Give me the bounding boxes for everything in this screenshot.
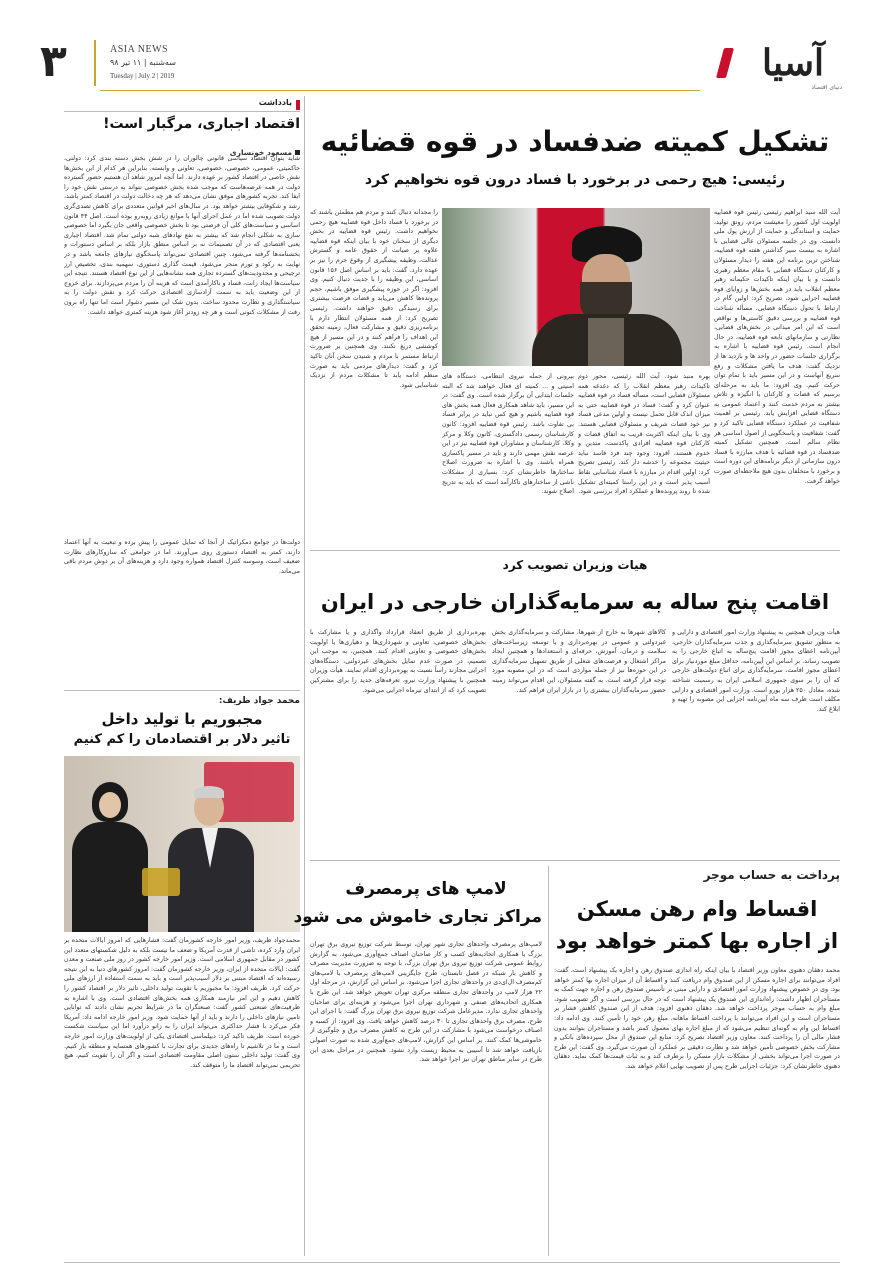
divider — [310, 860, 840, 861]
logo-subtitle: دنیای اقتصاد — [811, 84, 842, 91]
lamps-story — [293, 866, 542, 1256]
lead-col-4: را مجدانه دنبال کنند و مردم هم مطمئن باشند که در برخورد با فساد داخل قوه قضاییه هیچ رحمی نخواهیم داشت. رئیس قوه قضاییه در بخش دیگری از سخنان خود با بیان اینکه قوه قضاییه علاوه بر صیانت از حقوق عامه و گسترش عدالت، وظیفه پیشگیری از وقوع جرم را نیز بر عهده دارد، گفت: باید بر اساس اصل ۱۵۶ قانون اساسی، این وظیفه را با جدیت دنبال کنیم. وی افزود: اگر در حوزه پیشگیری موفق باشیم، حجم پرونده‌ها کاهش می‌یابد و قضات فرصت بیشتری برای رسیدگی دقیق خواهند داشت. رئیسی تصریح کرد: از همه مسئولان انتظار دارم با برنامه‌ریزی دقیق و مشارکت فعال، زمینه تحقق این اهداف را فراهم کنند و در این مسیر از هیچ کوششی دریغ نکنند. وی همچنین بر ضرورت ارتباط مستمر با مردم و شنیدن سخن آنان تاکید کرد و گفت: دیدارهای مردمی باید به صورت منظم ادامه یابد تا مشکلات مردم از نزدیک شناسایی شود. — [310, 209, 438, 389]
section-label — [64, 98, 300, 112]
logo — [712, 40, 842, 92]
opinion-section — [64, 96, 300, 686]
residency-headline: اقامت پنج ساله به سرمایه‌گذاران خارجی در ایران — [320, 590, 830, 614]
lead-col-2: بهره منبد شود. آیت الله رئیسی، محور دوم تاکیدات رهبر معظم انقلاب را که دغدغه همه مسئولان قضایی است، مسأله فساد در قوه قضاییه عنوان کرد و گفت: فساد در قوه قضاییه حتی به میزان اندک قابل تحمل نیست و اولین مدعی فساد نیز خود قضات شریف و مسئولان قضایی هستند. وی با بیان اینکه اکثریت قریب به اتفاق قضات و کارکنان قوه قضاییه افرادی پاکدست، متدین و خدوم هستند، افزود: وجود چند فرد فاسد نباید حیثیت مجموعه را خدشه دار کند. رئیسی تصریح کرد: اولین اقدام در مبارزه با فساد شناسایی نقاط آسیب پذیر است و در این راستا کمیته‌ای تشکیل شده تا روند پرونده‌ها و عملکرد افراد بررسی شود. — [578, 373, 710, 496]
masthead — [0, 0, 896, 100]
lead-col-1: آیت الله سید ابراهیم رئیسی رئیس قوه قضاییه اولویت اول کشور را معیشت مردم، رونق تولید، حمایت و استاندگی و حمایت از ارزش پول ملی دانست. وی در جلسه مسئولان عالی قضایی با اشاره به بیست سیر گذاشتن هفته قوه قضاییه، شناختن ترین برنامه این هفته را دیدار مسئولان و کارکنان دستگاه قضایی با مقام معظم رهبری دانست و با بیان اینکه تاکیدات حکیمانه رهبر معظم انقلاب باید در همه بخش‌ها و زوایای قوه قضاییه اجرایی شود، تصریح کرد: اولین گام در ارتباط با تحول دستگاه قضایی، مسأله شناخت قوه قضاییه و بررسی دقیق کاستی‌ها و نواقص است که این امر میدانی در بخش‌های قضایی، نظارتی و سازمانهای تابعه قوه قضاییه، در حال انجام است. رئیس قوه قضاییه با اشاره به برگزاری جلسات حضور در واحد ها و بازدید ها از نزدیک گفت: هدف ما یافتن مشکلات و رفع سریع آنهاست و در این مسیر باید با تمام توان حرکت کنیم. وی افزود: ما باید به مرحله‌ای برسیم که قضات و کارکنان با انگیزه و تلاش بیشتر به مردم خدمت کنند و اعتماد عمومی به دستگاه قضایی افزایش یابد. رئیسی بر اهمیت شفافیت در عملکرد دستگاه قضایی تاکید کرد و گفت: شفافیت و پاسخگویی از اصول اساسی هر نظام سالم است. همچنین تشکیل کمیته ضدفساد در قوه قضائیه با هدف مبارزه با فساد درون سازمانی از دیگر برنامه‌های این دوره است و برخورد با متخلفان بدون هیچ ملاحظه‌ای صورت خواهد گرفت. — [714, 209, 840, 485]
opinion-headline: اقتصاد اجباری، مرگبار است! — [103, 116, 300, 132]
date-persian: سه‌شنبه | ۱۱ تیر ۹۸ — [110, 58, 176, 67]
mortgage-headline-2: از اجاره بها کمتر خواهد بود — [555, 929, 839, 953]
logo-text: آسیا — [762, 42, 824, 84]
lead-subheadline: رئیسی: هیچ رحمی در برخورد با فساد درون قوه نخواهیم کرد — [364, 172, 786, 188]
opinion-body-2: دولت‌ها در جوامع دمکراتیک از آنجا که تمایل عمومی را پیش برده و تبعیت به آنها اعتماد دارند، کمتر به اقتصاد دستوری روی می‌آورند. اما در جوامعی که سازوکارهای نظارت ضعیف است، وسوسه کنترل اقتصاد همواره وجود دارد و هزینه‌های آن بر دوش مردم باقی می‌ماند. — [64, 539, 300, 575]
section-marker-icon — [296, 100, 300, 110]
divider — [64, 690, 300, 691]
sidebar-headline-2: تاثیر دلار بر اقتصادمان را کم کنیم — [73, 732, 291, 747]
sidebar-photo — [64, 756, 300, 932]
mortgage-story — [554, 866, 840, 1256]
sidebar-body: محمدجواد ظریف، وزیر امور خارجه کشورمان گفت: فشارهایی که امروز ایالات متحده بر ایران وارد کرده، ناشی از قدرت آمریکا و ضعف ما نیست بلکه به دلیل شکستهای متعدد این کشور در مقابل جمهوری اسلامی است. وزیر امور خارجه کشور در روز ملی صنعت و معدن گفت: ایالات متحده از ایران، وزیر خارجه کشورمان گفت: امروز کشورهای دنیا به این نتیجه رسیده‌اند که اقتصاد مبتنی بر دلار آسیب‌پذیر است و باید به سمت استفاده از ارزهای ملی حرکت کرد. ظریف افزود: ما مجبوریم با تقویت تولید داخلی، تاثیر دلار بر اقتصاد کشور را کاهش دهیم و این امر نیازمند همکاری همه بخش‌های اقتصادی است. وی با اشاره به ظرفیت‌های صنعتی کشور گفت: صنعتگران ما در شرایط تحریم نشان دادند که توانایی تامین نیازهای داخلی را دارند و باید از آنها حمایت شود. وزیر امور خارجه ادامه داد: آمریکا فکر می‌کرد با فشار حداکثری می‌تواند ایران را به زانو درآورد اما این سیاست شکست خورده است. ظریف تاکید کرد: دیپلماسی اقتصادی یکی از اولویت‌های وزارت امور خارجه است و ما در تلاشیم تا راه‌های جدیدی برای تجارت با کشورهای همسایه و منطقه باز کنیم. وی گفت: تولید داخلی ستون اصلی مقاومت اقتصادی است و اگر آن را تقویت کنیم، هیچ تحریمی نمی‌تواند اقتصاد ما را متوقف کند. — [64, 937, 300, 1069]
mortgage-kicker: پرداخت به حساب موجر — [703, 868, 840, 882]
residency-kicker: هیات وزیران تصویب کرد — [502, 558, 648, 572]
person-right-hair — [194, 786, 224, 798]
residency-col-2: کالاهای شهرها به خارج از شهرها، مشارکت و سرمایه‌گذاری بخش غیردولتی و عمومی در بهره‌برداری و یا توسعه زیرساخت‌های سلامت و درمان، آموزش، حرفه‌ای و استعدادها و همچنین ایجاد مراکز اشتغال و فرصت‌های شغلی از طریق تسهیل سرمایه‌گذاری در این حوزه‌ها نیز از جمله مواردی است که در این مصوبه مورد توجه قرار گرفته است. به گفته مسئولان، این اقدام می‌تواند زمینه حضور سرمایه‌گذاران بیشتری را در بازار ایران فراهم کند. — [492, 629, 666, 694]
masthead-rule — [100, 90, 700, 91]
residency-story — [310, 556, 840, 856]
mortgage-headline-1: اقساط وام رهن مسکن — [576, 897, 818, 921]
date-english: Tuesday | July 2 | 2019 — [110, 72, 175, 80]
page-number: ۳ — [40, 36, 67, 87]
mortgage-body: محمد دهقان دهنوی معاون وزیر اقتصاد با بیان اینکه راه اندازی صندوق رهن و اجاره یک پیشنهاد است، گفت: افراد می‌توانند برای اجاره مسکن از این صندوق وام دریافت کنند و اقساط آن از میزان اجاره بها کمتر خواهد بود. وی در خصوص پیشنهاد وزارت امور اقتصادی و دارایی مبنی بر تأسیس صندوق رهن و اجاره جهت کمک به مستأجران اظهار داشت: راه‌اندازی این صندوق یک پیشنهاد است که در حال بررسی است و اگر تصویب شود، مبلغ وام به حساب موجر پرداخت خواهد شد. دهقان دهنوی افزود: هدف از این صندوق کاهش فشار بر مستاجران است و این افراد می‌توانند با پرداخت اقساط ماهانه، مبلغ رهن خود را تأمین کنند. وی ادامه داد: اقساط این وام به گونه‌ای تنظیم می‌شود که از مبلغ اجاره بهای معمول کمتر باشد و مستاجران بتوانند بدون فشار مالی آن را پرداخت کنند. معاون وزیر اقتصاد تصریح کرد: منابع این صندوق از محل سپرده‌های بانکی و مشارکت بخش خصوصی تأمین خواهد شد و نظارت دقیقی بر عملکرد آن صورت می‌گیرد. وی گفت: این طرح در صورت اجرا می‌تواند بخشی از مشکلات بازار مسکن را برطرف کند و به ثبات قیمت‌ها کمک نماید. دهقان دهنوی خاطرنشان کرد: جزئیات اجرایی طرح پس از تصویب نهایی اعلام خواهد شد. — [554, 967, 840, 1070]
section-label-text: یادداشت — [258, 98, 292, 107]
lead-photo — [442, 208, 710, 366]
lamps-headline-1: لامپ های پرمصرف — [345, 879, 507, 899]
lamps-body: لامپ‌های پرمصرف واحدهای تجاری شهر تهران، توسط شرکت توزیع نیروی برق تهران بزرگ با همکاری اتحادیه‌های کسب و کار صاحبان اصناف جمع‌آوری می‌شود. به گزارش روابط عمومی شرکت توزیع نیروی برق تهران بزرگ، با توجه به ضرورت مدیریت مصرف و کاهش بار شبکه در فصل تابستان، طرح جایگزینی لامپ‌های پرمصرف با لامپ‌های کم‌مصرف ال‌ای‌دی در واحدهای تجاری اجرا می‌شود. بر اساس این گزارش، در مرحله اول ۲۲ هزار لامپ در واحدهای تجاری منطقه مرکزی تهران تعویض خواهد شد. این طرح با همکاری اتحادیه‌های صنفی و شهرداری تهران اجرا می‌شود و هزینه‌ای برای صاحبان واحدهای تجاری ندارد. مدیرعامل شرکت توزیع نیروی برق تهران بزرگ گفت: با اجرای این طرح، مصرف برق واحدهای تجاری تا ۳۰ درصد کاهش خواهد یافت. وی افزود: از کسبه و اصناف درخواست می‌شود با مشارکت در این طرح به کاهش مصرف برق و جلوگیری از خاموشی‌ها کمک کنند. بر اساس این گزارش، لامپ‌های جمع‌آوری شده به صورت اصولی بازیافت خواهد شد تا آسیبی به محیط زیست وارد نشود. همچنین در مراحل بعدی این طرح در سایر مناطق تهران نیز اجرا خواهد شد. — [310, 941, 542, 1064]
page-bottom-rule — [64, 1262, 840, 1263]
person-left-face — [99, 792, 121, 818]
lead-col-3: بیرونی از جمله نیروی انتظامی، دستگاه های امنیتی و ... کمیته ای فعال خواهند شد که البته جلسات ابتدایی آن برگزار شده است. وی گفت: در این مسیر، باید شاهد همکاری فعال همه بخش های قوه قضاییه باشیم و هیچ کس نباید در برابر فساد بی تفاوت باشد. رئیس قوه قضاییه افزود: کانون کارشناسان رسمی دادگستری، کانون وکلا و مرکز وکلا، کارشناسان و مشاوران قوه قضاییه نیز در این عرصه نقش مهمی دارند و باید در مسیر پاکسازی همراه باشند. وی با اشاره به ضرورت اصلاح ساختارها خاطرنشان کرد: بسیاری از مشکلات ناشی از ساختارهای ناکارآمد است که باید به تدریج اصلاح شوند. — [442, 373, 574, 496]
sidebar-headline-1: مجبوریم با تولید داخل — [101, 710, 263, 728]
residency-col-1: هیأت وزیران همچنین به پیشنهاد وزارت امور اقتصادی و دارایی و به منظور تشویق سرمایه‌گذاری و جذب سرمایه‌گذاران خارجی، آیین‌نامه اعطای مجوز اقامت پنج‌ساله به اتباع خارجی را به تصویب رساند. بر اساس این آیین‌نامه، حداقل مبلغ موردنیاز برای اعطای مجوز اقامت، سرمایه‌گذاری برای اتباع دولت‌های خارجی که آن را بر سوی جمهوری اسلامی ایران به رسمیت شناخته شده، معادل ۲۵۰ هزار یورو است. وزارت امور اقتصادی و دارایی مکلف است ظرف سه ماه آیین‌نامه اجرایی این مصوبه را تهیه و ابلاغ کند. — [672, 629, 840, 713]
paper-name: ASIA NEWS — [110, 44, 169, 55]
opinion-body: شاید بتوان اقتصاد سیاسی قانونی چالوران را در شش بخش دسته بندی کرد: دولتی، حاکمیتی، عمومی، خصوصی، خصوصی، تعاونی و وابسته. بنابراین هر کدام از این بخش‌ها نقش خاصی در اقتصاد کشور بر عهده دارند. اما آنچه امروز شاهد آن هستیم حضور گسترده دولت در همه عرصه‌هاست که موجب شده بخش خصوصی نتواند به درستی نقش خود را ایفا کند. تجربه کشورهای موفق نشان می‌دهد که هر چه دخالت دولت در اقتصاد کمتر باشد، رشد و شکوفایی بیشتر خواهد بود. در سال‌های اخیر قوانین متعددی برای کاهش تصدی‌گری دولت تصویب شده اما در عمل اجرای آنها با موانع زیادی روبه‌رو بوده است. اصل ۴۴ قانون اساسی و سیاست‌های کلی آن فرصتی بود تا بخش خصوصی واقعی جان بگیرد اما خصوصی سازی به شکلی انجام شد که بیشتر به نفع نهادهای شبه دولتی تمام شد. اقتصاد اجباری یعنی اقتصادی که در آن تصمیمات نه بر اساس منطق بازار بلکه بر اساس دستورات و بخشنامه‌ها گرفته می‌شود. چنین اقتصادی نمی‌تواند پاسخگوی نیازهای جامعه باشد و در نهایت به رکود و تورم منجر می‌شود. قیمت گذاری دستوری، سهمیه بندی، تخصیص ارز ترجیحی و محدودیت‌های گسترده تجاری همه نشانه‌هایی از این نوع اقتصاد هستند. نتیجه این سیاست‌ها ایجاد رانت، فساد و ناکارآمدی است که هزینه آن را مردم می‌پردازند. برای خروج از این وضعیت باید به سمت آزادسازی اقتصادی حرکت کرد و نقش دولت را به سیاستگذاری و نظارت محدود ساخت. بدون شک این مسیر دشوار است اما تنها راه برون رفت از مشکلات کنونی است و هر چه زودتر آغاز شود هزینه کمتری خواهد داشت. — [64, 155, 300, 316]
lead-story — [310, 96, 840, 546]
column-divider — [304, 96, 305, 1256]
divider — [310, 550, 840, 551]
residency-col-3: بهره‌برداری از طریق انعقاد قرارداد واگذاری و یا مشارکت با بخش‌های خصوصی، تعاونی و شهرداری‌ها و دهیاری‌ها با اولویت بخش‌های خصوصی و تعاونی اقدام کنند. همچنین، به موجب این تصمیم، در صورت عدم تمایل بخش‌های غیردولتی، دستگاه‌های اجرایی مجازند راساً نسبت به بهره‌برداری اقدام نمایند. هیأت وزیران همچنین با پیشنهاد وزارت نیرو، تعرفه‌های جدید را برای مشترکین تصویب کرد که از ابتدای تیرماه اجرایی می‌شود. — [310, 629, 486, 694]
award-icon — [142, 868, 180, 896]
lead-headline: تشکیل کمیته ضدفساد در قوه قضائیه — [320, 125, 830, 158]
lamps-headline-2: مراکز تجاری خاموش می شود — [293, 907, 542, 927]
robe-inner — [588, 318, 624, 366]
column-divider — [548, 866, 549, 1256]
sidebar-story — [64, 694, 300, 1254]
sidebar-kicker: محمد جواد ظریف: — [218, 696, 300, 706]
person-left-body — [72, 822, 148, 932]
logo-mark-icon — [716, 48, 734, 78]
masthead-divider — [94, 40, 96, 86]
author-name: مسعود خونساری — [229, 148, 292, 157]
